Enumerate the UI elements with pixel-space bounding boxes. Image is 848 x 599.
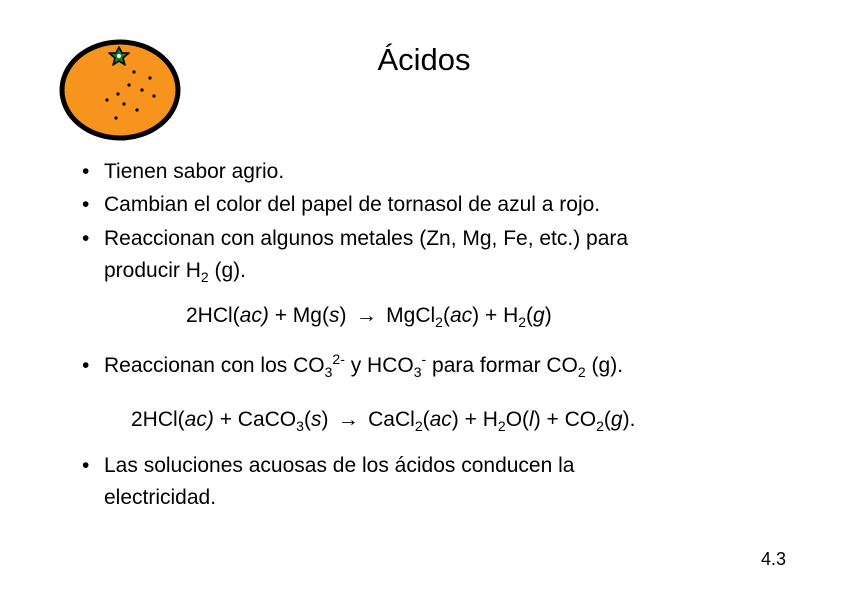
slide-number: 4.3 — [760, 549, 786, 569]
eq-state: ac — [429, 408, 452, 431]
eq-state: s — [310, 408, 322, 431]
subscript: 2 — [200, 269, 209, 285]
eq-text: O( — [505, 408, 530, 431]
bullet-dot: • — [82, 193, 90, 216]
bullet-text — [104, 450, 782, 514]
reaction-arrow: → — [355, 304, 377, 327]
eq-text: ) + H — [472, 304, 519, 327]
eq-state: ac) — [184, 408, 214, 431]
eq-text: ) — [339, 304, 347, 327]
bullet-fragment: Reaccionan con los CO — [104, 354, 325, 377]
eq-state: s — [328, 304, 340, 327]
bullet-text: Cambian el color del papel de tornasol de azul a rojo. — [104, 193, 601, 216]
bullet-dot: • — [82, 227, 90, 250]
subscript: 2 — [414, 418, 423, 434]
subscript: 3 — [324, 364, 333, 380]
bullet-item — [82, 450, 782, 514]
eq-text: ( — [422, 408, 430, 431]
bullet-text — [104, 223, 782, 287]
bullet-fragment: y HCO — [344, 354, 414, 377]
bullet-text — [104, 350, 782, 382]
eq-state: l — [529, 408, 534, 431]
eq-text: 2HCl( — [131, 408, 185, 431]
eq-text: ( — [442, 304, 450, 327]
bullet-item — [82, 189, 782, 221]
bullet-line: Las soluciones acuosas de los ácidos conducen la — [104, 454, 575, 477]
bullet-fragment: (g). — [585, 354, 624, 377]
eq-text: ( — [603, 408, 611, 431]
eq-state: ac) — [239, 304, 269, 327]
eq-state: ac — [449, 304, 473, 327]
bullet-line: Reaccionan con algunos metales (Zn, Mg, Fe, etc.) para — [104, 227, 629, 250]
reaction-arrow: → — [337, 408, 359, 431]
eq-state: g — [533, 304, 545, 327]
eq-text: ( — [526, 304, 534, 327]
eq-state: g — [610, 408, 623, 431]
equation-magnesium — [186, 300, 552, 332]
bullet-dot: • — [82, 454, 90, 477]
bullet-dot: • — [82, 160, 90, 183]
eq-text: ) + H — [451, 408, 498, 431]
bullet-item — [82, 350, 782, 382]
bullet-item — [82, 223, 782, 287]
slide-title: Ácidos — [377, 42, 471, 77]
eq-text: CaCl — [368, 408, 415, 431]
superscript: - — [421, 351, 427, 367]
subscript: 2 — [497, 418, 506, 434]
eq-text: + CaCO — [213, 408, 297, 431]
bullet-line-end: (g). — [208, 259, 247, 282]
eq-text: MgCl — [386, 304, 436, 327]
subscript: 2 — [435, 314, 443, 330]
bullet-line-start: producir H — [104, 259, 201, 282]
eq-text: ( — [303, 408, 311, 431]
subscript: 3 — [296, 418, 304, 434]
bullet-dot: • — [82, 354, 90, 377]
eq-text: ) + CO — [533, 408, 597, 431]
bullet-item — [82, 156, 782, 188]
bullet-fragment: para formar CO — [426, 354, 578, 377]
superscript: 2- — [332, 351, 345, 367]
subscript: 3 — [413, 364, 422, 380]
bullet-text: Tienen sabor agrio. — [104, 160, 285, 183]
eq-text: ). — [622, 408, 636, 431]
equation-calcium-carbonate — [131, 404, 635, 436]
eq-text: ) — [321, 408, 329, 431]
subscript: 2 — [577, 364, 586, 380]
subscript: 2 — [596, 418, 604, 434]
eq-text: 2HCl( — [186, 304, 240, 327]
eq-text: + Mg( — [268, 304, 329, 327]
eq-text: ) — [544, 304, 552, 327]
subscript: 2 — [518, 314, 527, 330]
bullet-line: electricidad. — [104, 486, 217, 509]
